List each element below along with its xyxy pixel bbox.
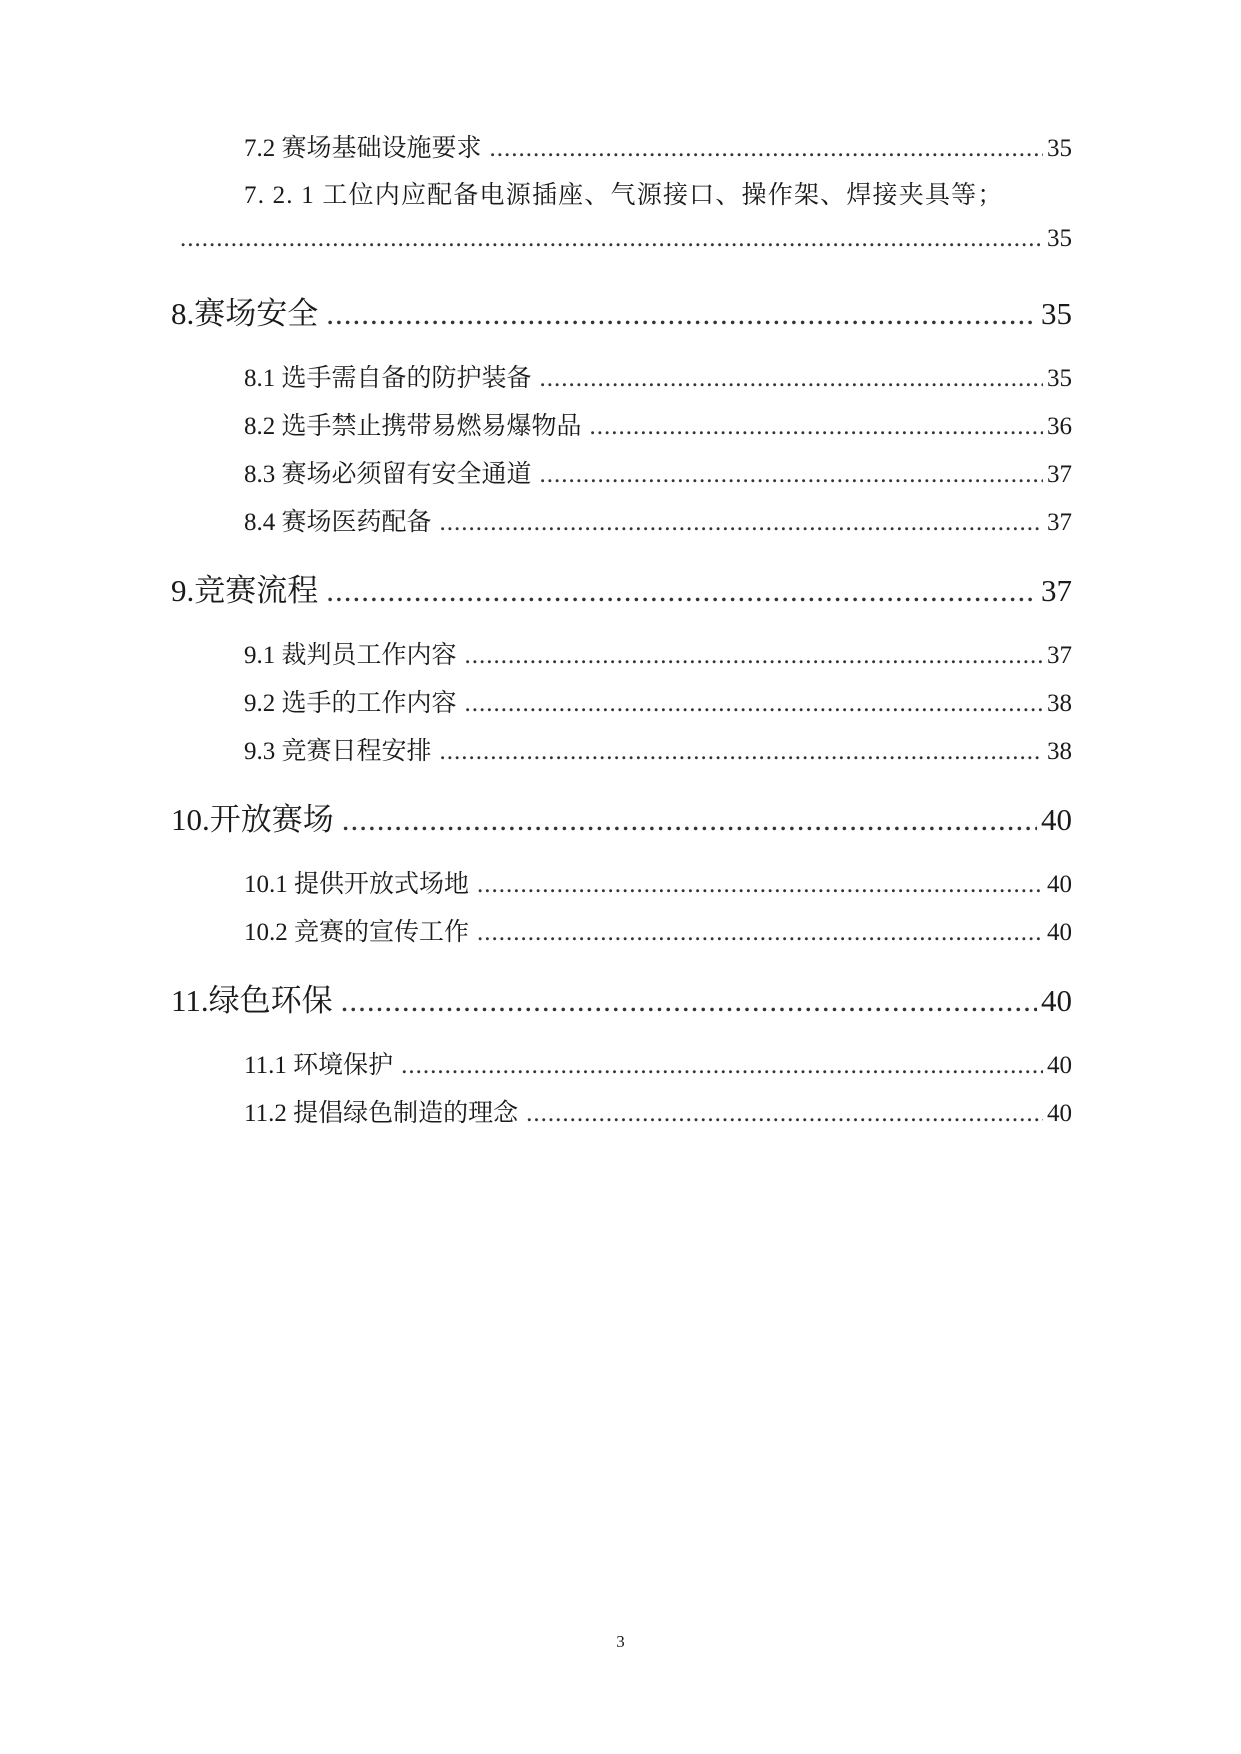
dot-leader [465, 642, 1043, 670]
toc-entry-page: 35 [1041, 296, 1072, 331]
toc-entry-label: 9.1 裁判员工作内容 [244, 642, 457, 669]
toc-entry-label: 10.2 竞赛的宣传工作 [244, 919, 470, 946]
toc-entry-label: 8.1 选手需自备的防护装备 [244, 365, 532, 392]
toc-entry-9-2[interactable] [244, 683, 1072, 719]
toc-entry-8-1[interactable] [244, 358, 1072, 394]
toc-entry-9-1[interactable] [244, 635, 1072, 671]
toc-entry-8[interactable] [171, 288, 1072, 333]
toc-entry-page: 35 [1047, 135, 1072, 162]
toc-entry-9-3[interactable] [244, 731, 1072, 767]
toc-entry-10-2[interactable] [244, 912, 1072, 948]
dot-leader [477, 919, 1043, 947]
dot-leader [326, 573, 1037, 609]
dot-leader [540, 461, 1043, 489]
dot-leader [440, 738, 1043, 766]
toc-entry-7-2-1[interactable] [244, 175, 1072, 211]
toc-entry-8-3[interactable] [244, 454, 1072, 490]
toc-entry-label: 9.3 竞赛日程安排 [244, 738, 432, 765]
dot-leader [440, 509, 1043, 537]
toc-entry-page: 38 [1047, 738, 1072, 765]
toc-entry-page: 40 [1047, 919, 1072, 946]
toc-entry-11-2[interactable] [244, 1093, 1072, 1129]
dot-leader [490, 135, 1043, 163]
toc-entry-11-1[interactable] [244, 1045, 1072, 1081]
toc-entry-10-1[interactable] [244, 864, 1072, 900]
toc-entry-label: 8.2 选手禁止携带易燃易爆物品 [244, 413, 582, 440]
toc-entry-label: 7. 2. 1 工位内应配备电源插座、气源接口、操作架、焊接夹具等； [244, 182, 1004, 209]
toc-entry-label: 7.2 赛场基础设施要求 [244, 135, 482, 162]
toc-entry-page: 37 [1041, 573, 1072, 608]
toc-entry-label: 8.赛场安全 [171, 296, 319, 331]
toc-entry-10[interactable] [171, 794, 1072, 839]
page-number: 3 [616, 1632, 625, 1651]
toc-entry-7-2-1-continuation[interactable] [180, 225, 1072, 253]
toc-entry-page: 40 [1047, 1052, 1072, 1079]
dot-leader [342, 802, 1037, 838]
toc-entry-label: 8.3 赛场必须留有安全通道 [244, 461, 532, 488]
toc-entry-page: 40 [1041, 983, 1072, 1018]
toc-entry-page: 38 [1047, 690, 1072, 717]
toc-entry-page: 37 [1047, 642, 1072, 669]
toc-entry-8-4[interactable] [244, 502, 1072, 538]
toc-entry-9[interactable] [171, 565, 1072, 610]
toc-entry-label: 9.竞赛流程 [171, 573, 319, 608]
dot-leader [401, 1052, 1043, 1080]
toc-entry-label: 11.1 环境保护 [244, 1052, 394, 1079]
dot-leader [540, 365, 1043, 393]
toc-entry-label: 11.绿色环保 [171, 983, 333, 1018]
toc-entry-page: 37 [1047, 461, 1072, 488]
toc-entry-page: 36 [1047, 413, 1072, 440]
toc-entry-page: 37 [1047, 509, 1072, 536]
dot-leader [590, 413, 1043, 441]
dot-leader [465, 690, 1043, 718]
toc-entry-label: 10.1 提供开放式场地 [244, 871, 470, 898]
toc-entry-8-2[interactable] [244, 406, 1072, 442]
toc-entry-label: 9.2 选手的工作内容 [244, 690, 457, 717]
dot-leader [477, 871, 1043, 899]
toc-entry-page: 35 [1047, 225, 1072, 252]
toc-entry-page: 40 [1047, 1100, 1072, 1127]
toc-entry-label: 8.4 赛场医药配备 [244, 509, 432, 536]
dot-leader [526, 1100, 1043, 1128]
dot-leader [341, 983, 1037, 1019]
toc-entry-page: 35 [1047, 365, 1072, 392]
toc-entry-7-2[interactable] [244, 128, 1072, 164]
toc-entry-label: 10.开放赛场 [171, 802, 334, 837]
toc-entry-11[interactable] [171, 975, 1072, 1020]
dot-leader [180, 225, 1043, 253]
dot-leader [326, 296, 1037, 332]
toc-entry-page: 40 [1047, 871, 1072, 898]
toc-entry-page: 40 [1041, 802, 1072, 837]
toc-entry-label: 11.2 提倡绿色制造的理念 [244, 1100, 519, 1127]
